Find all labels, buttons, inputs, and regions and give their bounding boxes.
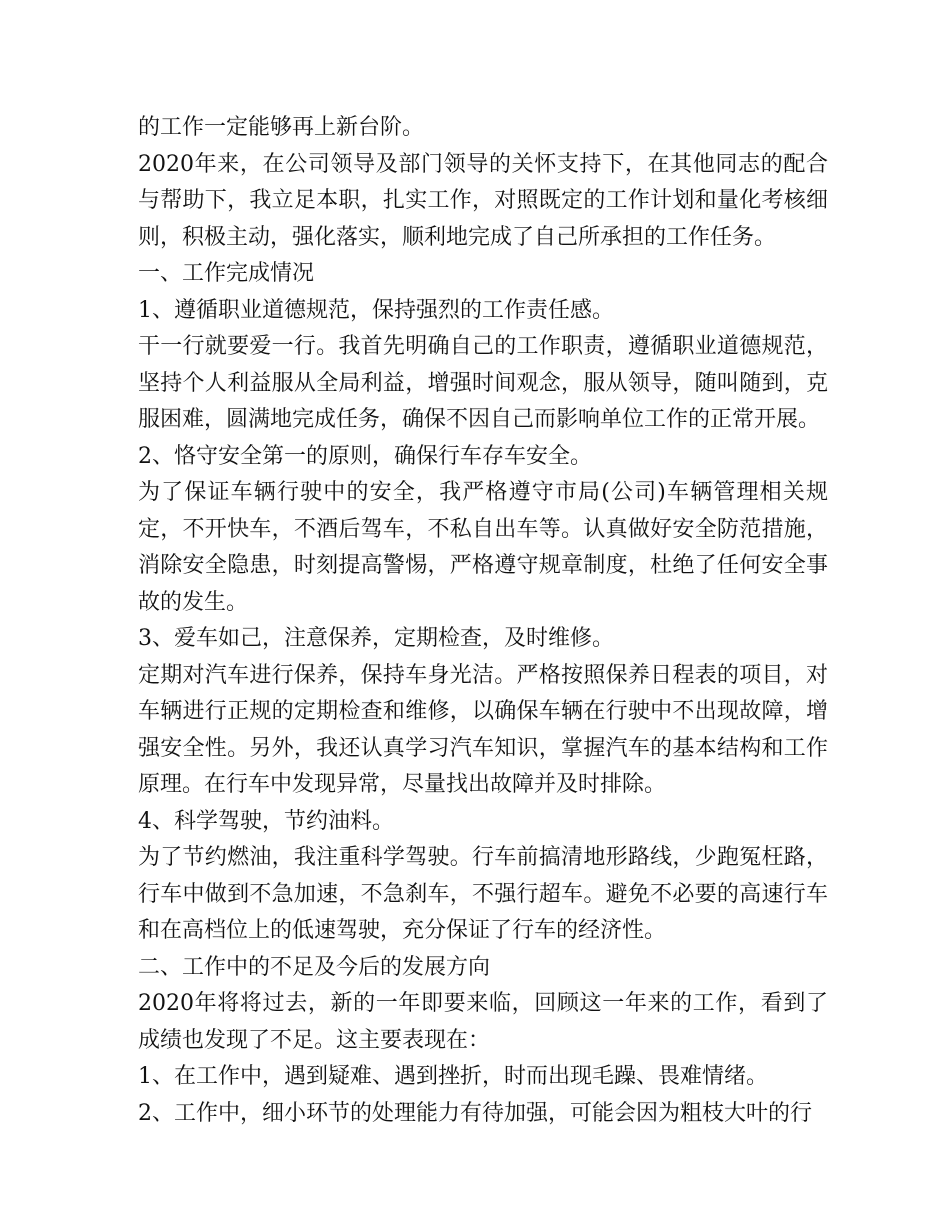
list-item-1: 1、在工作中，遇到疑难、遇到挫折，时而出现毛躁、畏难情绪。 — [138, 1064, 768, 1089]
list-item-2: 2、工作中，细小环节的处理能力有待加强，可能会因为粗枝大叶的行 — [138, 1100, 812, 1126]
subheading-1: 1、遵循职业道德规范，保持强烈的工作责任感。 — [138, 297, 614, 323]
section-heading-1: 一、工作完成情况 — [138, 261, 315, 286]
subheading-3: 3、爱车如己，注意保养，定期检查，及时维修。 — [138, 626, 614, 651]
paragraph-4: 为了节约燃油，我注重科学驾驶。行车前搞清地形路线，少跑冤枉路，行车中做到不急加速，不急刹车，不强行超车。避免不必要的高速行车和在高档位上的低速驾驶，充分保证了行车的经济性。 — [138, 845, 828, 943]
paragraph-2: 为了保证车辆行驶中的安全，我严格遵守市局(公司)车辆管理相关规定，不开快车，不酒后驾车，不私自出车等。认真做好安全防范措施，消除安全隐患，时刻提高警惕，严格遵守规章制度，杜绝了任何安全事故的发生。 — [138, 480, 828, 615]
subheading-2: 2、恪守安全第一的原则，确保行车存车安全。 — [138, 443, 592, 469]
paragraph-3: 定期对汽车进行保养，保持车身光洁。严格按照保养日程表的项目，对车辆进行正规的定期检查和维修，以确保车辆在行驶中不出现故障，增强安全性。另外，我还认真学习汽车知识，掌握汽车的基本结构和工作原理。在行车中发现异常，尽量找出故障并及时排除。 — [138, 662, 828, 797]
paragraph-5: 2020年将将过去，新的一年即要来临，回顾这一年来的工作，看到了成绩也发现了不足。这主要表现在： — [138, 991, 828, 1053]
paragraph-1: 干一行就要爱一行。我首先明确自己的工作职责，遵循职业道德规范，坚持个人利益服从全局利益，增强时间观念，服从领导，随叫随到，克服困难，圆满地完成任务，确保不因自己而影响单位工作的正常开展。 — [138, 334, 828, 432]
subheading-4: 4、科学驾驶，节约油料。 — [138, 808, 394, 834]
paragraph-intro: 2020年来，在公司领导及部门领导的关怀支持下，在其他同志的配合与帮助下，我立足本职，扎实工作，对照既定的工作计划和量化考核细则，积极主动，强化落实，顺利地完成了自己所承担的工作任务。 — [138, 151, 828, 250]
paragraph-continuation: 的工作一定能够再上新台阶。 — [138, 115, 425, 140]
section-heading-2: 二、工作中的不足及今后的发展方向 — [138, 954, 491, 980]
document-body — [138, 110, 828, 1132]
